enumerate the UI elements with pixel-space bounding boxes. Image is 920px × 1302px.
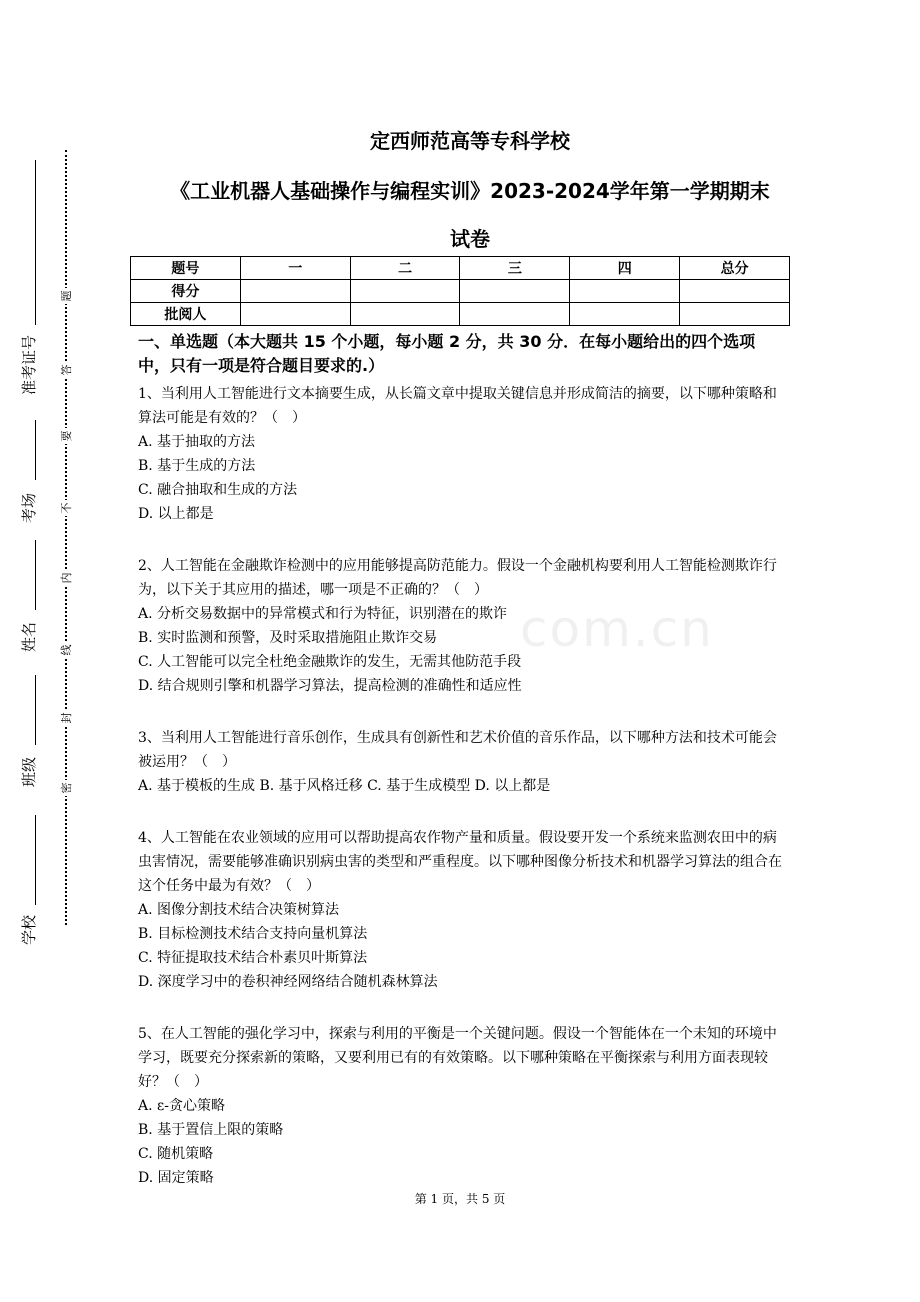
page-footer: 第 1 页，共 5 页 [414,1192,506,1206]
question-4 [138,826,786,994]
reviewer-row-label: 批阅人 [131,303,241,326]
question-text: 3、当利用人工智能进行音乐创作，生成具有创新性和艺术价值的音乐作品，以下哪种方法和技术可能会被运用？（ ） [138,730,777,770]
course-title: 《工业机器人基础操作与编程实训》2023-2024学年第一学期期末 [170,179,770,203]
question-text: 1、当利用人工智能进行文本摘要生成，从长篇文章中提取关键信息并形成简洁的摘要，以下哪种策略和算法可能是有效的？（ ） [138,386,777,426]
name-label: 姓名 [19,622,38,653]
binding-margin [0,0,80,1302]
score-row-label: 得分 [131,280,241,303]
option-c: C. 人工智能可以完全杜绝金融欺诈的发生，无需其他防范手段 [138,654,522,670]
seal-char: 内 [58,570,74,586]
score-header-cell: 题号 [131,257,241,280]
seal-char: 题 [58,288,74,304]
question-1 [138,382,786,526]
seal-char: 要 [58,428,74,444]
question-3 [138,726,786,798]
option-c: C. 随机策略 [138,1146,214,1162]
seal-char: 封 [58,710,74,726]
score-header-cell: 一 [240,257,350,280]
exam-title: 试卷 [450,227,490,251]
option-b: B. 目标检测技术结合支持向量机算法 [138,926,368,942]
score-row [131,280,790,303]
score-cell [240,280,350,303]
option-d: D. 深度学习中的卷积神经网络结合随机森林算法 [138,974,438,990]
options-inline: A. 基于模板的生成 B. 基于风格迁移 C. 基于生成模型 D. 以上都是 [138,778,551,794]
score-header-cell: 四 [570,257,680,280]
exam-room-label: 考场 [19,493,38,524]
name-line [35,540,36,610]
option-d: D. 以上都是 [138,506,214,522]
option-b: B. 基于置信上限的策略 [138,1122,284,1138]
school-line [35,815,36,905]
reviewer-cell [570,303,680,326]
question-text: 2、人工智能在金融欺诈检测中的应用能够提高防范能力。假设一个金融机构要利用人工智能检测欺诈行为，以下关于其应用的描述，哪一项是不正确的？（ ） [138,558,777,598]
question-2 [138,554,786,698]
exam-room-line [35,420,36,480]
reviewer-cell [460,303,570,326]
option-a: A. ε-贪心策略 [138,1098,225,1114]
reviewer-cell [680,303,790,326]
option-a: A. 基于抽取的方法 [138,434,256,450]
option-d: D. 固定策略 [138,1170,214,1186]
score-cell [460,280,570,303]
score-header-cell: 三 [460,257,570,280]
option-a: A. 图像分割技术结合决策树算法 [138,902,340,918]
class-label: 班级 [19,757,38,788]
question-5 [138,1022,786,1190]
score-header-cell: 总分 [680,257,790,280]
seal-char: 不 [58,500,74,516]
score-table [130,256,790,326]
exam-id-line [35,160,36,325]
school-label: 学校 [19,915,38,946]
watermark: com.cn [520,600,714,658]
score-cell [680,280,790,303]
exam-content [138,330,786,1190]
question-text: 5、在人工智能的强化学习中，探索与利用的平衡是一个关键问题。假设一个智能体在一个未知的环境中学习，既要充分探索新的策略，又要利用已有的有效策略。以下哪种策略在平衡探索与利用方面表现较好？（ ） [138,1026,777,1090]
option-c: C. 特征提取技术结合朴素贝叶斯算法 [138,950,368,966]
option-d: D. 结合规则引擎和机器学习算法，提高检测的准确性和适应性 [138,678,522,694]
score-header-cell: 二 [350,257,460,280]
reviewer-cell [350,303,460,326]
score-table-header-row [131,257,790,280]
score-cell [350,280,460,303]
exam-id-label: 准考证号 [19,334,38,395]
class-line [35,675,36,745]
reviewer-row [131,303,790,326]
seal-char: 密 [58,780,74,796]
school-title: 定西师范高等专科学校 [370,129,570,153]
option-b: B. 基于生成的方法 [138,458,256,474]
option-a: A. 分析交易数据中的异常模式和行为特征，识别潜在的欺诈 [138,606,508,622]
score-cell [570,280,680,303]
option-c: C. 融合抽取和生成的方法 [138,482,298,498]
option-b: B. 实时监测和预警，及时采取措施阻止欺诈交易 [138,630,438,646]
section-title: 一、单选题（本大题共 15 个小题，每小题 2 分，共 30 分．在每小题给出的四个选项中，只有一项是符合题目要求的.） [138,332,756,375]
seal-char: 答 [58,362,74,378]
seal-char: 线 [58,642,74,658]
seal-dotted-line [65,150,67,925]
reviewer-cell [240,303,350,326]
question-text: 4、人工智能在农业领域的应用可以帮助提高农作物产量和质量。假设要开发一个系统来监测农田中的病虫害情况，需要能够准确识别病虫害的类型和严重程度。以下哪种图像分析技术和机器学习算法的组合在这个任务中最为有效？（ ） [138,830,782,894]
